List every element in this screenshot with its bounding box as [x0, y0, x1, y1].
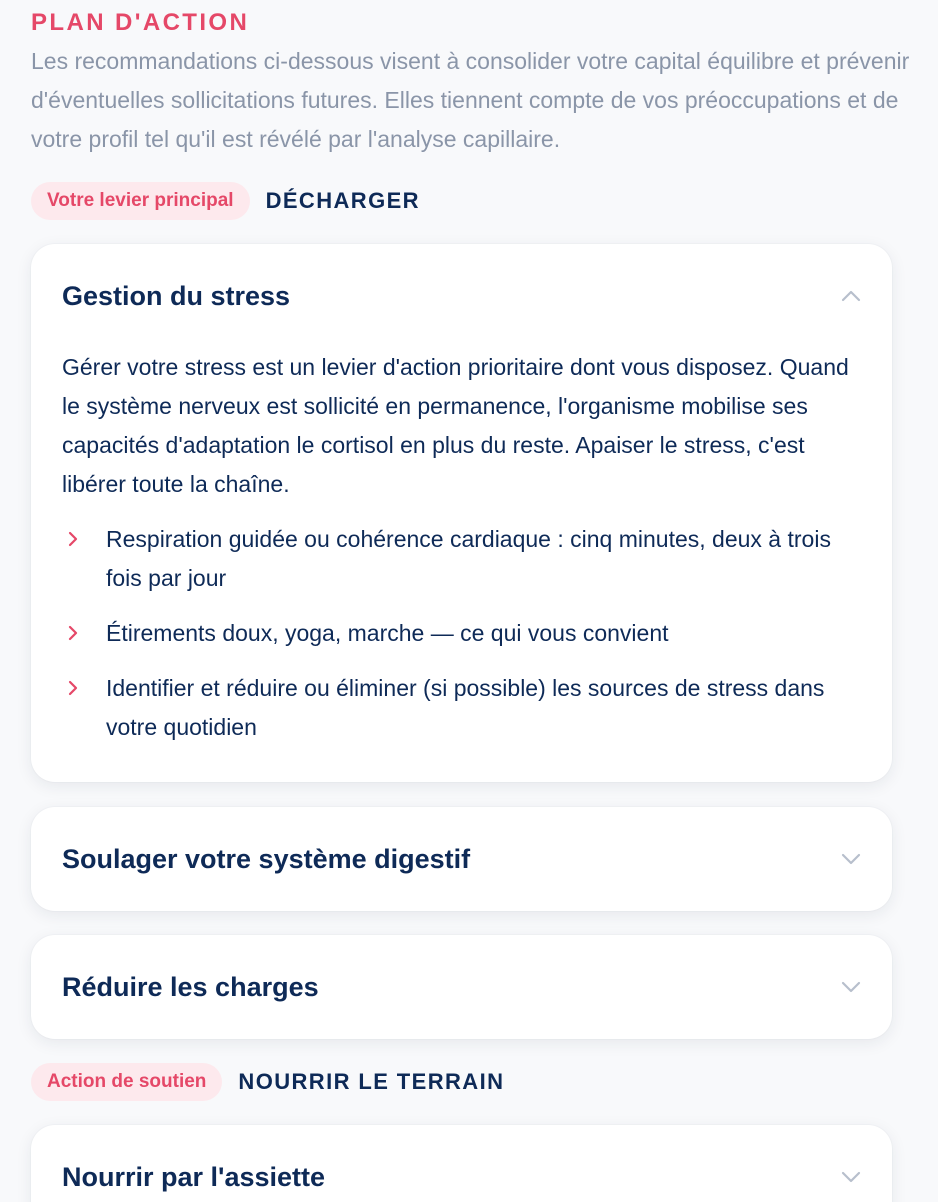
accordion-card-nutrition — [31, 1125, 892, 1202]
section-intro: Les recommandations ci-dessous visent à consolider votre capital équilibre et prévenir d'éventuelles sollicitations futures. Elles tiennent compte de vos préoccupations et de votre profil tel qu'il est révélé par l'analyse capillaire. — [31, 48, 910, 152]
list-item-text: Identifier et réduire ou éliminer (si possible) les sources de stress dans votre quotidien — [106, 675, 825, 740]
list-item-text: Respiration guidée ou cohérence cardiaque : cinq minutes, deux à trois fois par jour — [106, 526, 831, 591]
accordion-title: Nourrir par l'assiette — [62, 1162, 326, 1192]
list-item — [62, 520, 861, 598]
chevron-down-icon[interactable] — [841, 977, 861, 997]
accordion-card-stress — [31, 244, 892, 782]
chevron-right-icon — [66, 679, 80, 697]
chevron-up-icon[interactable] — [841, 286, 861, 306]
main-lever-badge: Votre levier principal — [31, 182, 250, 220]
chevron-right-icon — [66, 530, 80, 548]
accordion-title: Soulager votre système digestif — [62, 844, 471, 874]
accordion-card-charges — [31, 935, 892, 1039]
accordion-title: Gestion du stress — [62, 281, 291, 311]
main-lever-name: DÉCHARGER — [265, 188, 420, 213]
accordion-title: Réduire les charges — [62, 972, 319, 1002]
accordion-body-stress — [31, 348, 892, 777]
recommendation-list — [62, 520, 861, 747]
chevron-down-icon[interactable] — [841, 1167, 861, 1187]
list-item — [62, 669, 861, 747]
accordion-header-charges[interactable] — [31, 935, 892, 1039]
list-item — [62, 614, 861, 653]
chevron-right-icon — [66, 624, 80, 642]
accordion-body-text: Gérer votre stress est un levier d'action prioritaire dont vous disposez. Quand le système nerveux est sollicité en permanence, l'organisme mobilise ses capacités d'adaptation le cortisol en plus du reste. Apaiser le stress, c'est libérer toute la chaîne. — [62, 354, 849, 497]
support-lever-row — [31, 1063, 504, 1101]
accordion-card-digestive — [31, 807, 892, 911]
main-lever-row — [31, 182, 420, 220]
section-title: PLAN D'ACTION — [31, 9, 250, 36]
accordion-header-nutrition[interactable] — [31, 1125, 892, 1202]
chevron-down-icon[interactable] — [841, 849, 861, 869]
accordion-header-stress[interactable] — [31, 244, 892, 348]
support-lever-badge: Action de soutien — [31, 1063, 222, 1101]
support-lever-name: NOURRIR LE TERRAIN — [238, 1069, 505, 1094]
accordion-header-digestive[interactable] — [31, 807, 892, 911]
list-item-text: Étirements doux, yoga, marche — ce qui vous convient — [106, 620, 669, 646]
